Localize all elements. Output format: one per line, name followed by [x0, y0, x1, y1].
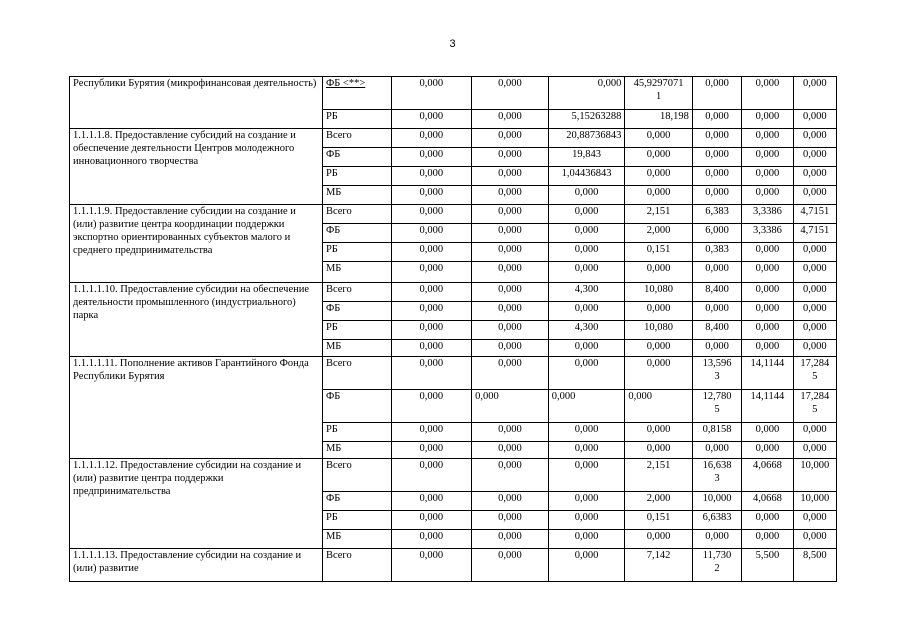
value-cell: 0,000 [625, 357, 693, 390]
value-cell: 0,000 [472, 167, 549, 186]
value-cell: 0,000 [793, 442, 836, 459]
value-cell: 0,000 [793, 321, 836, 340]
funding-source: МБ [322, 530, 391, 549]
value-cell: 20,88736843 [548, 129, 625, 148]
funding-source: МБ [322, 340, 391, 357]
funding-source: ФБ [322, 148, 391, 167]
value-cell: 8,500 [793, 549, 836, 582]
value-cell: 0,000 [391, 283, 472, 302]
value-cell: 0,000 [742, 302, 793, 321]
value-cell: 0,000 [391, 321, 472, 340]
value-cell: 3,3386 [742, 205, 793, 224]
value-cell: 2,151 [625, 459, 693, 492]
value-cell: 0,000 [692, 186, 741, 205]
value-cell: 0,000 [472, 129, 549, 148]
value-cell: 0,000 [391, 205, 472, 224]
value-cell: 0,383 [692, 243, 741, 262]
value-cell: 0,000 [391, 340, 472, 357]
value-cell: 8,400 [692, 321, 741, 340]
funding-source: Всего [322, 205, 391, 224]
value-cell: 0,000 [548, 423, 625, 442]
measure-name: 1.1.1.1.12. Предоставление субсидии на создание и (или) развитие центра поддержки предпринимательства [70, 459, 323, 549]
funding-source: МБ [322, 442, 391, 459]
value-cell: 7,142 [625, 549, 693, 582]
funding-source: РБ [322, 167, 391, 186]
value-cell: 0,000 [625, 340, 693, 357]
funding-source: РБ [322, 511, 391, 530]
value-cell: 0,000 [692, 340, 741, 357]
value-cell: 0,000 [742, 340, 793, 357]
value-cell: 0,000 [793, 148, 836, 167]
funding-source: Всего [322, 357, 391, 390]
value-cell: 0,000 [692, 442, 741, 459]
value-cell: 0,000 [391, 148, 472, 167]
value-cell: 0,000 [472, 321, 549, 340]
measure-name: 1.1.1.1.10. Предоставление субсидии на обеспечение деятельности промышленного (индустриального) парка [70, 283, 323, 357]
value-cell: 0,000 [742, 321, 793, 340]
value-cell: 0,000 [793, 167, 836, 186]
table-row [70, 77, 837, 110]
budget-table [69, 76, 837, 582]
value-cell: 0,000 [548, 224, 625, 243]
value-cell: 0,000 [472, 302, 549, 321]
value-cell: 0,000 [742, 283, 793, 302]
value-cell: 0,000 [625, 423, 693, 442]
value-cell: 4,300 [548, 283, 625, 302]
value-cell: 0,000 [742, 423, 793, 442]
value-cell: 0,000 [391, 167, 472, 186]
value-cell: 0,000 [793, 186, 836, 205]
value-cell: 0,151 [625, 243, 693, 262]
value-cell: 17,284 5 [793, 390, 836, 423]
value-cell: 6,6383 [692, 511, 741, 530]
value-cell: 0,000 [793, 110, 836, 129]
value-cell: 0,000 [548, 357, 625, 390]
value-cell: 0,000 [548, 262, 625, 283]
value-cell: 0,000 [793, 302, 836, 321]
value-cell: 0,000 [548, 459, 625, 492]
value-cell: 0,000 [472, 243, 549, 262]
value-cell: 0,000 [793, 511, 836, 530]
value-cell: 0,000 [793, 77, 836, 110]
value-cell: 0,000 [548, 549, 625, 582]
value-cell: 4,7151 [793, 205, 836, 224]
value-cell: 11,730 2 [692, 549, 741, 582]
value-cell: 0,000 [391, 549, 472, 582]
value-cell: 18,198 [625, 110, 693, 129]
value-cell: 4,0668 [742, 492, 793, 511]
value-cell: 0,000 [548, 390, 625, 423]
table-row [70, 357, 837, 390]
value-cell: 0,000 [391, 423, 472, 442]
value-cell: 0,000 [625, 148, 693, 167]
value-cell: 0,000 [472, 459, 549, 492]
value-cell: 0,000 [391, 357, 472, 390]
value-cell: 0,000 [391, 186, 472, 205]
value-cell: 0,000 [391, 243, 472, 262]
value-cell: 0,000 [472, 186, 549, 205]
value-cell: 0,000 [742, 442, 793, 459]
value-cell: 0,000 [742, 77, 793, 110]
value-cell: 10,000 [692, 492, 741, 511]
value-cell: 0,000 [472, 549, 549, 582]
value-cell: 0,000 [472, 492, 549, 511]
value-cell: 0,000 [742, 110, 793, 129]
value-cell: 0,000 [391, 110, 472, 129]
value-cell: 0,000 [742, 148, 793, 167]
value-cell: 0,000 [548, 442, 625, 459]
value-cell: 6,000 [692, 224, 741, 243]
value-cell: 0,000 [625, 167, 693, 186]
value-cell: 0,000 [391, 390, 472, 423]
value-cell: 0,000 [625, 442, 693, 459]
table-row [70, 283, 837, 302]
funding-source: РБ [322, 321, 391, 340]
value-cell: 10,080 [625, 283, 693, 302]
value-cell: 0,000 [548, 492, 625, 511]
value-cell: 0,000 [472, 423, 549, 442]
funding-source: Всего [322, 459, 391, 492]
value-cell: 0,000 [472, 148, 549, 167]
value-cell: 0,000 [472, 262, 549, 283]
value-cell: 0,000 [391, 492, 472, 511]
funding-source: Всего [322, 129, 391, 148]
value-cell: 45,9297071 1 [625, 77, 693, 110]
value-cell: 4,7151 [793, 224, 836, 243]
funding-source: РБ [322, 423, 391, 442]
value-cell: 0,8158 [692, 423, 741, 442]
funding-source: РБ [322, 110, 391, 129]
measure-name: 1.1.1.1.9. Предоставление субсидии на создание и (или) развитие центра координации поддержки экспортно ориентированных субъектов малого и среднего предпринимательства [70, 205, 323, 283]
value-cell: 14,1144 [742, 357, 793, 390]
value-cell: 0,000 [742, 186, 793, 205]
value-cell: 0,000 [548, 186, 625, 205]
value-cell: 0,000 [625, 530, 693, 549]
value-cell: 0,000 [472, 205, 549, 224]
value-cell: 0,000 [548, 340, 625, 357]
measure-name: Республики Бурятия (микрофинансовая деятельность) [70, 77, 323, 129]
value-cell: 0,000 [472, 442, 549, 459]
value-cell: 13,596 3 [692, 357, 741, 390]
table-row [70, 205, 837, 224]
value-cell: 0,000 [472, 77, 549, 110]
value-cell: 0,000 [692, 530, 741, 549]
table-row [70, 129, 837, 148]
value-cell: 0,000 [548, 302, 625, 321]
value-cell: 0,151 [625, 511, 693, 530]
value-cell: 14,1144 [742, 390, 793, 423]
value-cell: 3,3386 [742, 224, 793, 243]
value-cell: 0,000 [391, 77, 472, 110]
funding-source: ФБ [322, 224, 391, 243]
value-cell: 0,000 [548, 530, 625, 549]
funding-source: ФБ [322, 492, 391, 511]
value-cell: 0,000 [472, 340, 549, 357]
value-cell: 0,000 [472, 283, 549, 302]
value-cell: 17,284 5 [793, 357, 836, 390]
value-cell: 0,000 [692, 167, 741, 186]
value-cell: 0,000 [472, 511, 549, 530]
value-cell: 0,000 [391, 511, 472, 530]
value-cell: 0,000 [793, 243, 836, 262]
value-cell: 0,000 [692, 148, 741, 167]
value-cell: 0,000 [472, 224, 549, 243]
measure-name: 1.1.1.1.13. Предоставление субсидии на создание и (или) развитие [70, 549, 323, 582]
value-cell: 0,000 [391, 302, 472, 321]
funding-source: ФБ <**> [322, 77, 391, 110]
value-cell: 0,000 [625, 262, 693, 283]
value-cell: 4,300 [548, 321, 625, 340]
value-cell: 0,000 [472, 357, 549, 390]
funding-source: РБ [322, 243, 391, 262]
value-cell: 0,000 [548, 243, 625, 262]
value-cell: 0,000 [692, 110, 741, 129]
value-cell: 0,000 [692, 77, 741, 110]
value-cell: 2,000 [625, 492, 693, 511]
value-cell: 0,000 [692, 262, 741, 283]
value-cell: 8,400 [692, 283, 741, 302]
value-cell: 0,000 [692, 129, 741, 148]
funding-source: Всего [322, 549, 391, 582]
value-cell: 19,843 [548, 148, 625, 167]
value-cell: 0,000 [472, 390, 549, 423]
table-row [70, 459, 837, 492]
value-cell: 5,500 [742, 549, 793, 582]
value-cell: 0,000 [391, 459, 472, 492]
value-cell: 0,000 [625, 186, 693, 205]
measure-name: 1.1.1.1.8. Предоставление субсидий на создание и обеспечение деятельности Центров молодежного инновационного творчества [70, 129, 323, 205]
value-cell: 0,000 [625, 390, 693, 423]
value-cell: 0,000 [742, 243, 793, 262]
value-cell: 0,000 [472, 530, 549, 549]
value-cell: 0,000 [548, 77, 625, 110]
value-cell: 0,000 [742, 167, 793, 186]
value-cell: 0,000 [742, 129, 793, 148]
value-cell: 2,151 [625, 205, 693, 224]
measure-name: 1.1.1.1.11. Пополнение активов Гарантийного Фонда Республики Бурятия [70, 357, 323, 459]
value-cell: 0,000 [391, 442, 472, 459]
funding-source: МБ [322, 262, 391, 283]
value-cell: 0,000 [793, 530, 836, 549]
value-cell: 10,000 [793, 459, 836, 492]
value-cell: 1,04436843 [548, 167, 625, 186]
value-cell: 0,000 [793, 262, 836, 283]
value-cell: 0,000 [793, 423, 836, 442]
funding-source: ФБ [322, 390, 391, 423]
value-cell: 0,000 [391, 262, 472, 283]
value-cell: 0,000 [742, 262, 793, 283]
value-cell: 2,000 [625, 224, 693, 243]
value-cell: 0,000 [793, 129, 836, 148]
funding-source: ФБ [322, 302, 391, 321]
funding-source: МБ [322, 186, 391, 205]
table-row [70, 549, 837, 582]
value-cell: 10,080 [625, 321, 693, 340]
value-cell: 0,000 [625, 129, 693, 148]
value-cell: 16,638 3 [692, 459, 741, 492]
value-cell: 0,000 [625, 302, 693, 321]
value-cell: 0,000 [692, 302, 741, 321]
value-cell: 5,15263288 [548, 110, 625, 129]
funding-source: Всего [322, 283, 391, 302]
value-cell: 0,000 [391, 129, 472, 148]
value-cell: 12,780 5 [692, 390, 741, 423]
value-cell: 0,000 [472, 110, 549, 129]
value-cell: 0,000 [793, 340, 836, 357]
value-cell: 0,000 [391, 530, 472, 549]
value-cell: 0,000 [548, 511, 625, 530]
value-cell: 0,000 [793, 283, 836, 302]
value-cell: 10,000 [793, 492, 836, 511]
value-cell: 6,383 [692, 205, 741, 224]
page-number: 3 [449, 38, 456, 50]
value-cell: 0,000 [391, 224, 472, 243]
value-cell: 0,000 [742, 511, 793, 530]
value-cell: 0,000 [742, 530, 793, 549]
value-cell: 4,0668 [742, 459, 793, 492]
value-cell: 0,000 [548, 205, 625, 224]
